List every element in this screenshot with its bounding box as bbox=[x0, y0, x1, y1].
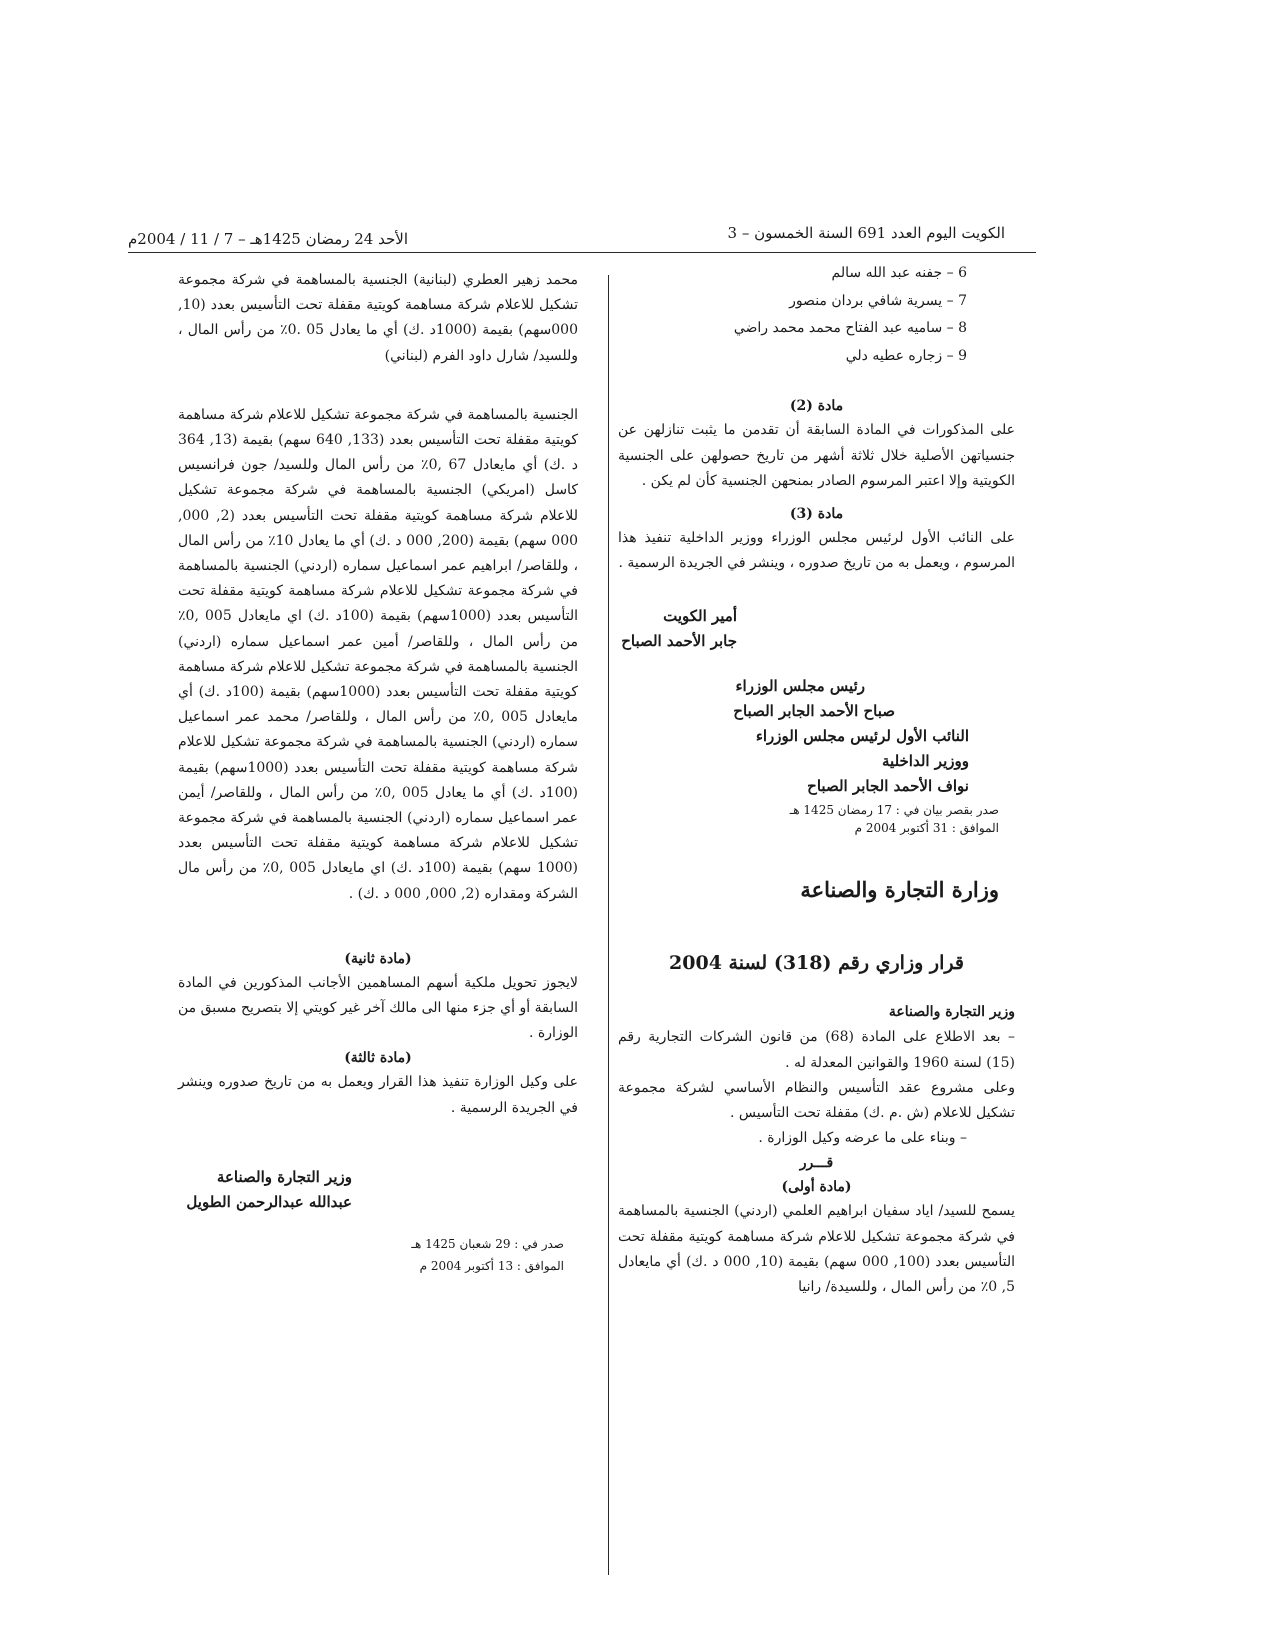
pm-title: رئيس مجلس الوزراء bbox=[735, 677, 865, 696]
recital-3: – وبناء على ما عرضه وكيل الوزارة . bbox=[758, 1130, 967, 1147]
article-second-text: لايجوز تحويل ملكية أسهم المساهمين الأجانب المذكورين في المادة السابقة أو أي جزء منها الى مالك آخر غير كويتي إلا بتصريح مسبق من الوزارة . bbox=[178, 974, 578, 1042]
ministry-heading: وزارة التجارة والصناعة bbox=[800, 877, 999, 903]
article-third-text: على وكيل الوزارة تنفيذ هذا القرار ويعمل به من تاريخ صدوره وينشر في الجريدة الرسمية . bbox=[178, 1074, 578, 1116]
minister-title: وزير التجارة والصناعة bbox=[216, 1167, 352, 1186]
left-para-1: محمد زهير العطري (لبنانية) الجنسية بالمساهمة في شركة مجموعة تشكيل للاعلام شركة مساهمة كويتية مقفلة تحت التأسيس بعدد (10, 000سهم) بقيمة (1000د .ك) أي ما يعادل 05 .0٪ من رأس المال ، وللسيد/ شارل داود الفرم (لبناني) bbox=[178, 272, 578, 364]
article-second-title: (مادة ثانية) bbox=[344, 950, 412, 967]
list-item: 7 – يسرية شافي بردان منصور bbox=[789, 292, 967, 309]
decision-issued-date: صدر في : 29 شعبان 1425 هـ bbox=[411, 1236, 564, 1251]
left-column bbox=[178, 268, 578, 1275]
right-column bbox=[618, 260, 1015, 1300]
minister-name: عبدالله عبدالرحمن الطويل bbox=[186, 1192, 352, 1211]
names-list bbox=[618, 260, 967, 370]
deputy-name: نواف الأحمد الجابر الصباح bbox=[807, 777, 969, 796]
article1-text: يسمح للسيد/ اياد سفيان ابراهيم العلمي (اردني) الجنسية بالمساهمة في شركة مجموعة تشكيل للاعلام شركة مساهمة كويتية مقفلة تحت التأسيس بعدد (100, 000 سهم) بقيمة (10, 000 د .ك) أي مايعادل 5, 0٪ من رأس المال ، وللسيدة/ رانيا bbox=[618, 1203, 1016, 1296]
header-right: الكويت اليوم العدد 691 السنة الخمسون – 3 bbox=[727, 224, 1005, 242]
list-item: 8 – ساميه عبد الفتاح محمد محمد راضي bbox=[733, 320, 967, 337]
recital-2: وعلى مشروع عقد التأسيس والنظام الأساسي لشركة مجموعة تشكيل للاعلام (ش .م .ك) مقفلة تحت التأسيس . bbox=[618, 1079, 1015, 1121]
decision-issued-date-greg: الموافق : 13 أكتوبر 2004 م bbox=[419, 1258, 564, 1273]
article3-text: على النائب الأول لرئيس مجلس الوزراء ووزير الداخلية تنفيذ هذا المرسوم ، ويعمل به من تاريخ صدوره ، وينشر في الجريدة الرسمية . bbox=[618, 529, 1015, 572]
decision-signatures bbox=[178, 1165, 578, 1275]
decision-title: قرار وزاري رقم (318) لسنة 2004 bbox=[669, 952, 964, 975]
article2-title: مادة (2) bbox=[789, 398, 844, 415]
list-item: 6 – جفنه عبد الله سالم bbox=[831, 265, 967, 281]
decided-heading: قـــرر bbox=[799, 1155, 834, 1172]
pm-name: صباح الأحمد الجابر الصباح bbox=[733, 702, 895, 721]
decree-issued-date: صدر بقصر بيان في : 17 رمضان 1425 هـ bbox=[789, 803, 999, 818]
amir-title: أمير الكويت bbox=[663, 607, 737, 626]
article-third-title: (مادة ثالثة) bbox=[344, 1050, 412, 1067]
article3-title: مادة (3) bbox=[789, 505, 844, 522]
left-para-2: الجنسية بالمساهمة في شركة مجموعة تشكيل للاعلام شركة مساهمة كويتية مقفلة تحت التأسيس بعدد (133, 640 سهم) بقيمة (13, 364 د .ك) أي مايعادل 67 ,0٪ من رأس المال وللسيد/ جون فرانسيس كاسل (امريكي) الجنسية بالمساهمة في شركة مجموعة تشكيل للاعلام شركة مساهمة كويتية مقفلة تحت التأسيس بعدد (2, 000, 000 سهم) بقيمة (200, 000 د .ك) أي ما يعادل 10٪ من رأس المال ، وللقاصر/ ابراهيم عمر اسماعيل سماره (اردني) الجنسية بالمساهمة في شركة مجموعة تشكيل للاعلام شركة مساهمة كويتية مقفلة تحت التأسيس بعدد (1000سهم) بقيمة (100د .ك) اي مايعادل 005 ,0٪ من رأس المال ، وللقاصر/ أمين عمر اسماعيل سماره (اردني) الجنسية بالمساهمة في شركة مجموعة تشكيل للاعلام شركة مساهمة كويتية مقفلة تحت التأسيس بعدد (1000سهم) بقيمة (100د .ك) أي مايعادل 005 ,0٪ من رأس المال ، وللقاصر/ محمد عمر اسماعيل سماره (اردني) الجنسية بالمساهمة في شركة مجموعة تشكيل للاعلام شركة مساهمة كويتية مقفلة تحت التأسيس بعدد (1000سهم) بقيمة (100د .ك) أي ما يعادل 005 ,0٪ من رأس المال ، وللقاصر/ أيمن عمر اسماعيل سماره (اردني) الجنسية بالمساهمة في شركة مجموعة تشكيل للاعلام شركة مساهمة كويتية مقفلة تحت التأسيس بعدد (1000 سهم) بقيمة (100د .ك) اي مايعادل 005 ,0٪ من رأس مال الشركة ومقداره (2, 000, 000 د .ك) . bbox=[178, 406, 579, 902]
amir-name: جابر الأحمد الصباح bbox=[621, 632, 737, 651]
article2-text: على المذكورات في المادة السابقة أن تقدمن ما يثبت تنازلهن عن جنسياتهن الأصلية خلال ثلاثة أشهر من تاريخ حصولهن على الجنسية الكويتية وإلا اعتبر المرسوم الصادر بمنحهن الجنسية كأن لم يكن . bbox=[618, 422, 1015, 489]
deputy-title-1: النائب الأول لرئيس مجلس الوزراء bbox=[755, 727, 969, 746]
deputy-title-2: ووزير الداخلية bbox=[882, 752, 969, 771]
column-divider bbox=[608, 275, 609, 1575]
decree-issued-date-greg: الموافق : 31 أكتوبر 2004 م bbox=[854, 821, 999, 836]
recital-1: – بعد الاطلاع على المادة (68) من قانون الشركات التجارية رقم (15) لسنة 1960 والقوانين المعدلة له . bbox=[618, 1029, 1015, 1071]
decree-signatures bbox=[618, 604, 1015, 837]
list-item: 9 – زجاره عطيه دلي bbox=[845, 347, 967, 364]
article1-title: (مادة أولى) bbox=[781, 1179, 852, 1196]
minister-heading: وزير التجارة والصناعة bbox=[888, 1004, 1015, 1021]
header-rule bbox=[128, 252, 1036, 253]
header-left: الأحد 24 رمضان 1425هـ – 7 / 11 / 2004م bbox=[128, 230, 408, 248]
